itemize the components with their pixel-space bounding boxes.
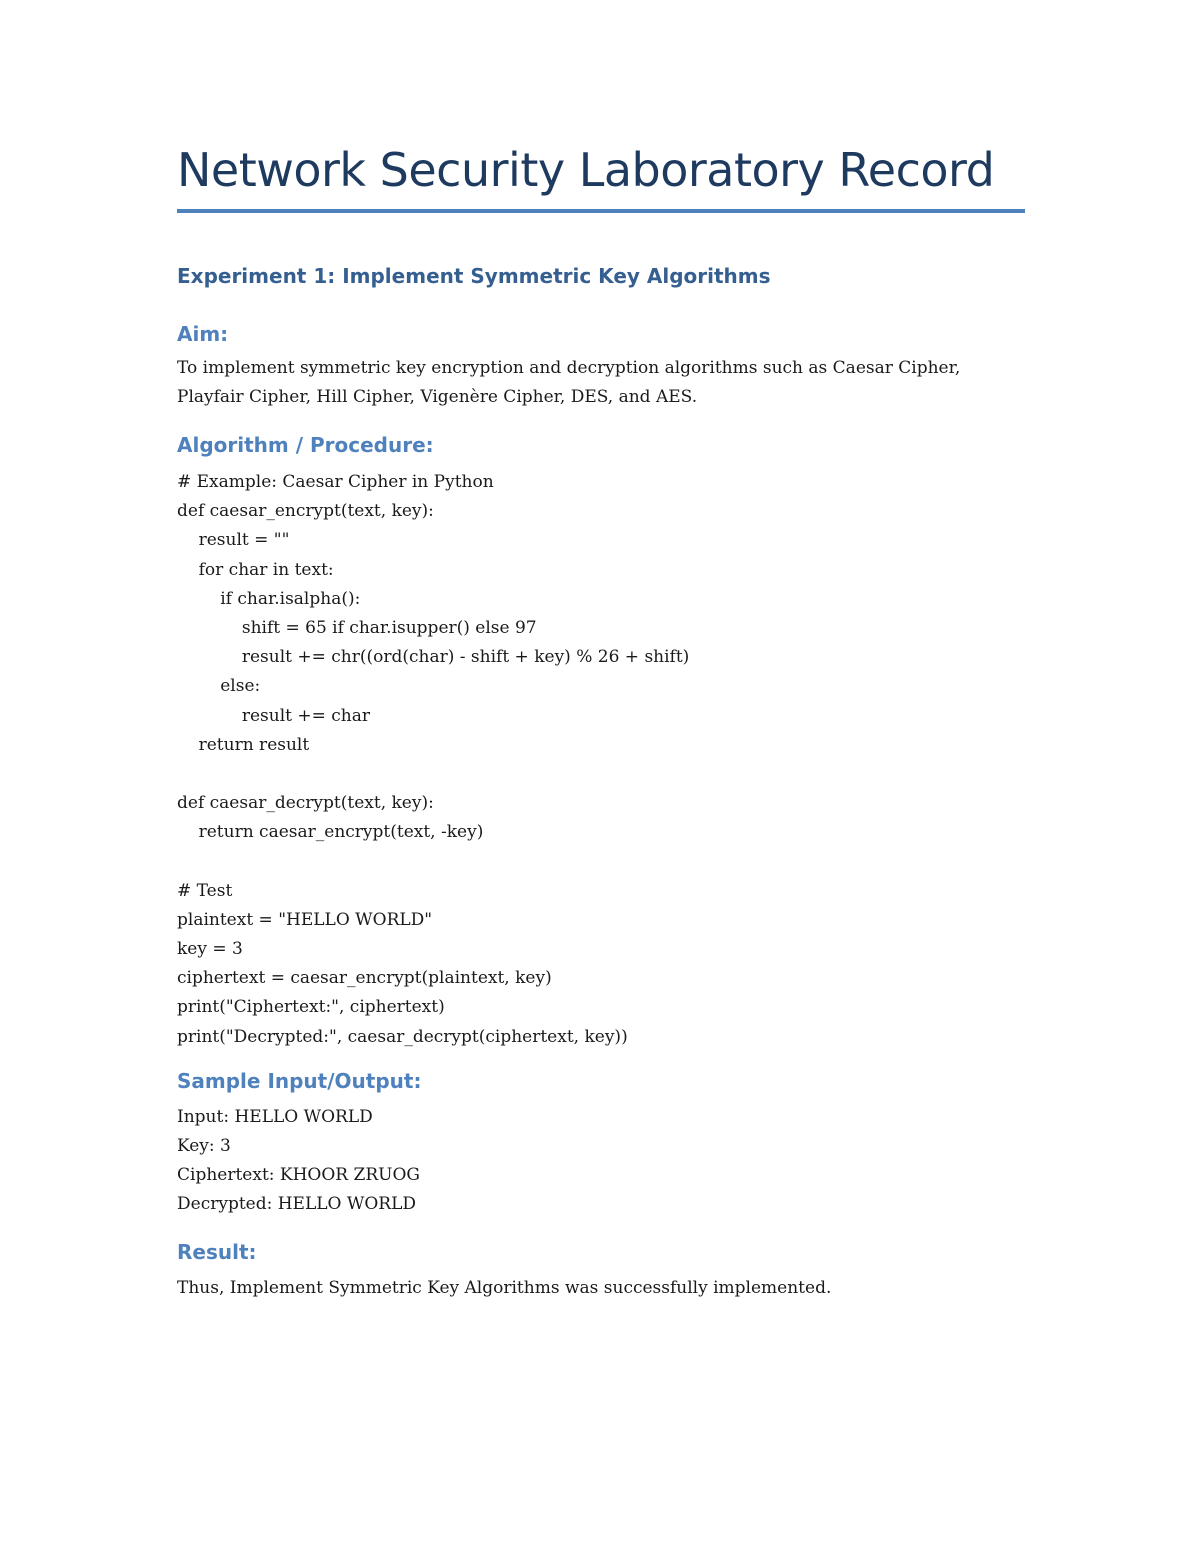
sample-io-line: Input: HELLO WORLD: [177, 1107, 373, 1127]
sample-io-heading: Sample Input/Output:: [177, 1069, 422, 1093]
code-line: for char in text:: [177, 559, 334, 580]
result-text: Thus, Implement Symmetric Key Algorithms was successfully implemented.: [177, 1278, 832, 1298]
code-line: plaintext = "HELLO WORLD": [177, 909, 433, 930]
document-title: Network Security Laboratory Record: [177, 143, 995, 197]
code-line: result = "": [177, 530, 290, 551]
title-underline-rule: [177, 209, 1025, 213]
sample-io-block: [177, 1103, 420, 1219]
code-line: return caesar_encrypt(text, -key): [177, 822, 484, 843]
code-line: def caesar_encrypt(text, key):: [177, 501, 434, 522]
result-heading: Result:: [177, 1240, 257, 1264]
sample-io-line: Key: 3: [177, 1136, 231, 1156]
sample-io-line: Decrypted: HELLO WORLD: [177, 1194, 417, 1214]
aim-heading: Aim:: [177, 322, 229, 346]
code-line: def caesar_decrypt(text, key):: [177, 793, 434, 814]
code-line: if char.isalpha():: [177, 588, 361, 609]
experiment-heading: Experiment 1: Implement Symmetric Key Algorithms: [177, 264, 771, 288]
sample-io-line: Ciphertext: KHOOR ZRUOG: [177, 1165, 420, 1185]
code-line: return result: [177, 734, 310, 755]
aim-text: To implement symmetric key encryption and decryption algorithms such as Caesar Cipher, Playfair Cipher, Hill Cipher, Vigenère Cipher, DES, and AES.: [177, 358, 961, 407]
procedure-heading: Algorithm / Procedure:: [177, 433, 434, 457]
code-line: result += chr((ord(char) - shift + key) % 26 + shift): [177, 647, 690, 668]
code-line: shift = 65 if char.isupper() else 97: [177, 617, 537, 638]
code-line: # Example: Caesar Cipher in Python: [177, 472, 494, 492]
code-line: # Test: [177, 880, 233, 901]
code-line: ciphertext = caesar_encrypt(plaintext, key): [177, 968, 552, 989]
code-line: print("Ciphertext:", ciphertext): [177, 997, 445, 1018]
code-line: else:: [177, 676, 261, 697]
code-line: print("Decrypted:", caesar_decrypt(ciphertext, key)): [177, 1026, 628, 1047]
code-listing: [177, 468, 689, 1052]
code-line: key = 3: [177, 939, 243, 959]
code-line: result += char: [177, 705, 371, 726]
code-line: [177, 847, 689, 876]
code-line: [177, 760, 689, 789]
